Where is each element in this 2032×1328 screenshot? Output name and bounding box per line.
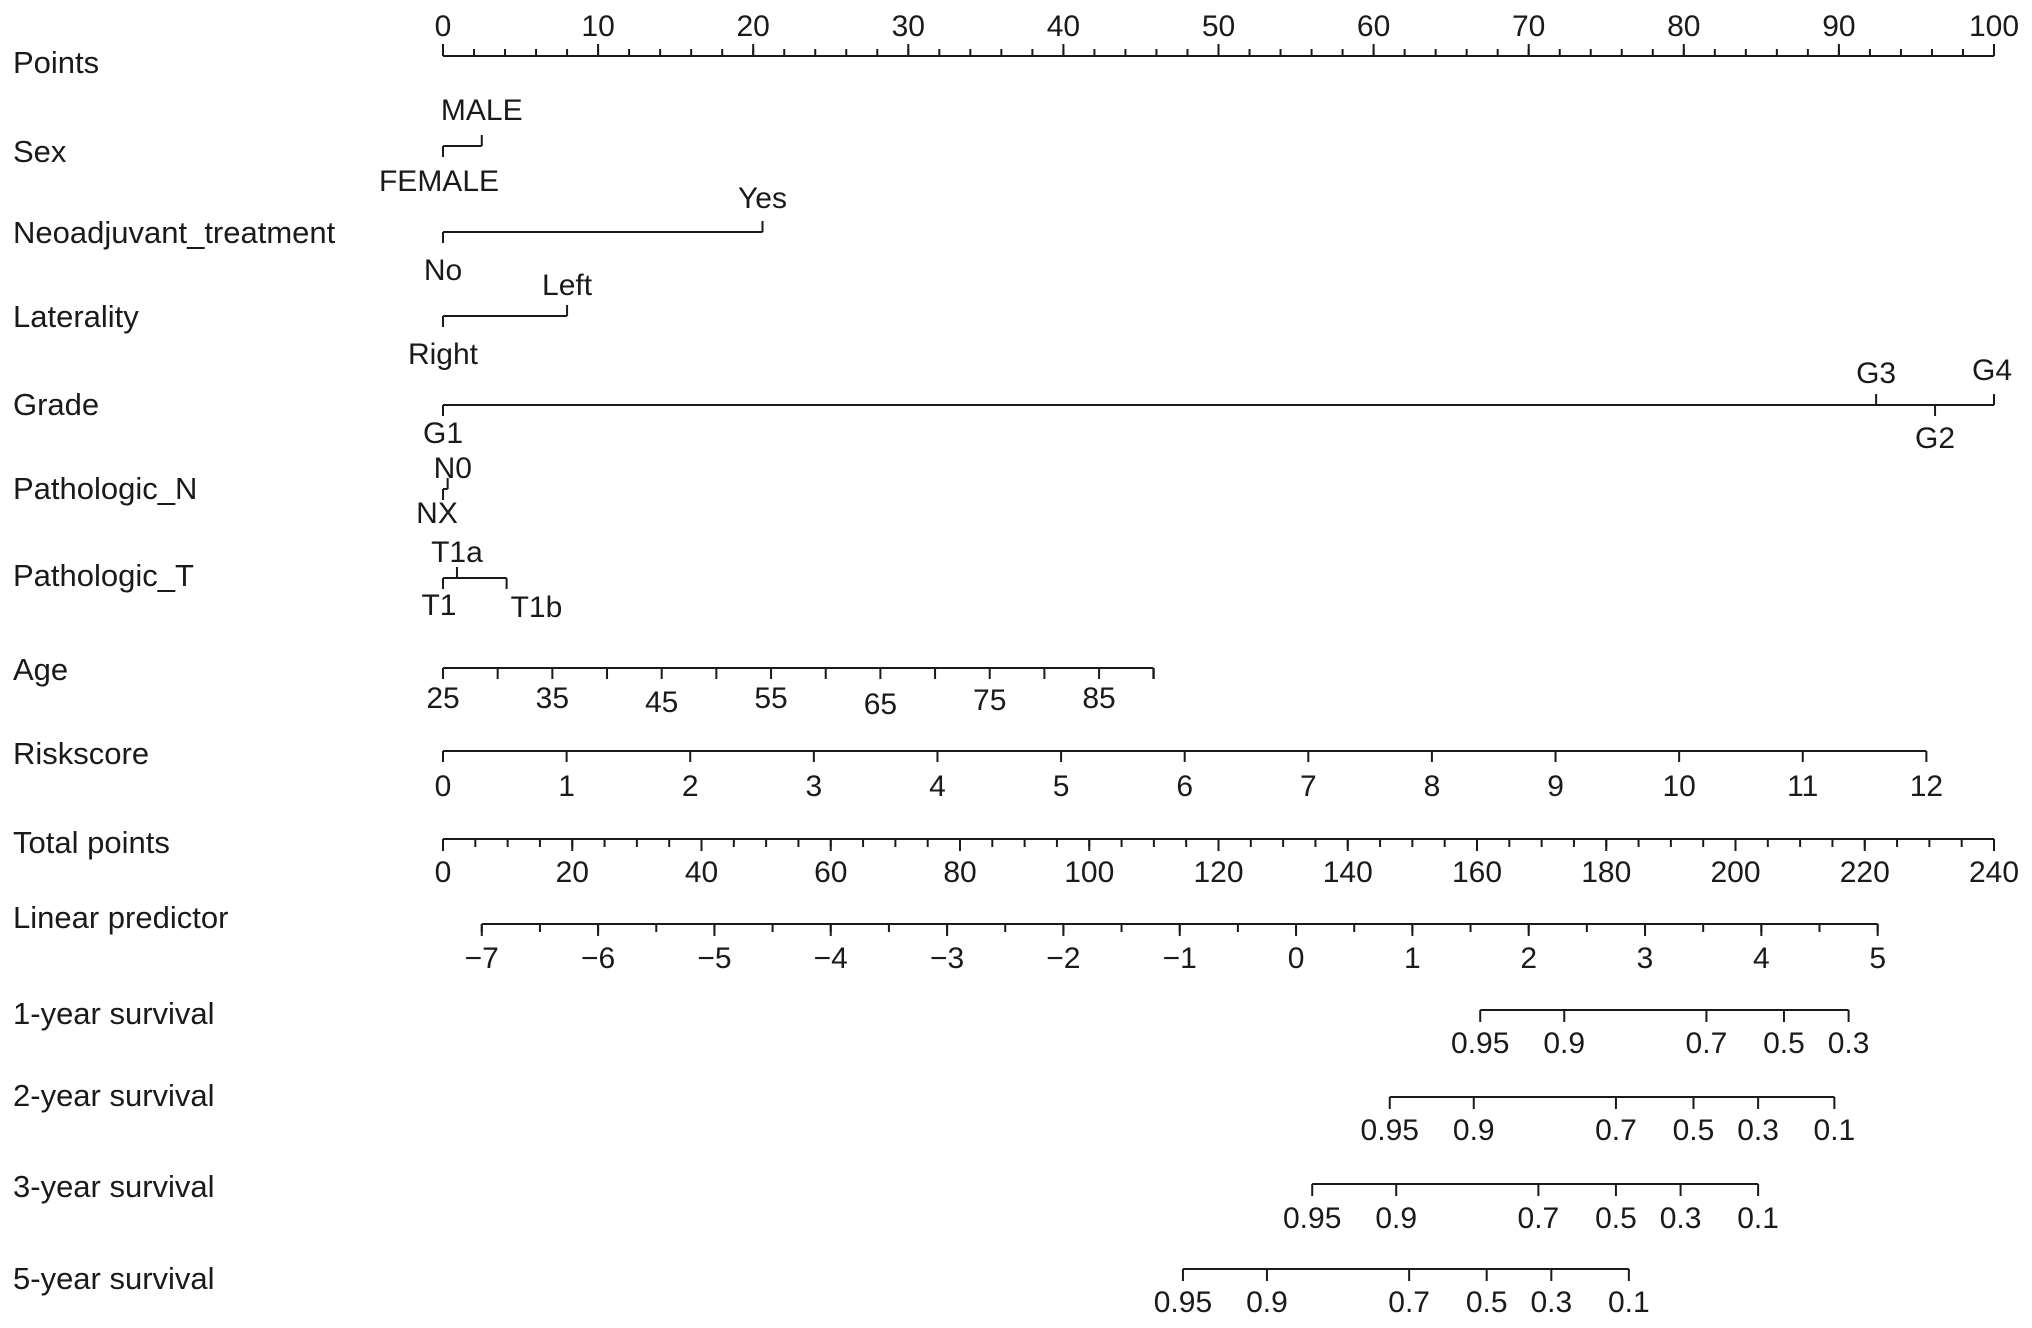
pathologic-n-row — [13, 452, 472, 530]
pathologic-t-row — [13, 536, 562, 624]
tick-label: 50 — [1201, 10, 1236, 43]
tick-label: 0 — [434, 770, 452, 803]
pathologic-n-label: Pathologic_N — [13, 471, 198, 506]
tick-label: 90 — [1822, 10, 1856, 43]
tick-label: 60 — [1356, 10, 1391, 43]
tick-label: 20 — [555, 856, 589, 889]
sex-row — [13, 94, 523, 198]
tick-label: 0 — [1287, 942, 1305, 975]
tick-label: 12 — [1909, 770, 1944, 803]
1-year-survival-label: 1-year survival — [13, 996, 215, 1031]
tick-label: 0.9 — [1452, 1114, 1495, 1147]
tick-label: 200 — [1710, 856, 1761, 889]
tick-label: 25 — [426, 682, 460, 715]
linear-predictor-row — [13, 900, 1886, 975]
tick-label: 35 — [535, 682, 570, 715]
tick-label: G4 — [1971, 354, 2013, 387]
2-year-survival-row — [13, 1078, 1855, 1147]
tick-label: Yes — [738, 182, 787, 215]
tick-label: 85 — [1082, 682, 1116, 715]
tick-label: 0.5 — [1672, 1114, 1715, 1147]
laterality-row — [13, 269, 593, 371]
tick-label: −2 — [1046, 942, 1081, 975]
tick-label: 4 — [929, 770, 946, 803]
tick-label: 5 — [1052, 770, 1070, 803]
tick-label: −1 — [1162, 942, 1197, 975]
5-year-survival-row — [13, 1261, 1650, 1319]
1-year-survival-row — [13, 996, 1869, 1060]
tick-label: G2 — [1915, 422, 1956, 455]
grade-label: Grade — [13, 387, 100, 422]
tick-label: 0.7 — [1517, 1202, 1560, 1235]
tick-label: 70 — [1512, 10, 1546, 43]
3-year-survival-row — [13, 1169, 1779, 1235]
tick-label: 0.95 — [1283, 1202, 1342, 1235]
tick-label: 0 — [434, 856, 452, 889]
linear-predictor-label: Linear predictor — [13, 900, 229, 935]
tick-label: 0.9 — [1375, 1202, 1418, 1235]
tick-label: 0 — [434, 10, 452, 43]
tick-label: 0.1 — [1813, 1114, 1856, 1147]
tick-label: 3 — [805, 770, 823, 803]
tick-label: 180 — [1581, 856, 1632, 889]
tick-label: 0.1 — [1737, 1202, 1779, 1235]
tick-label: −5 — [697, 942, 732, 975]
tick-label: 0.95 — [1360, 1114, 1419, 1147]
tick-label: 1 — [558, 770, 575, 803]
tick-label: 75 — [973, 684, 1007, 717]
tick-label: 1 — [1404, 942, 1421, 975]
2-year-survival-label: 2-year survival — [13, 1078, 215, 1113]
tick-label: 10 — [1662, 770, 1696, 803]
grade-row — [13, 354, 2012, 455]
tick-label: 30 — [891, 10, 925, 43]
tick-label: 160 — [1451, 856, 1503, 889]
tick-label: 80 — [943, 856, 977, 889]
tick-label: T1a — [431, 536, 483, 569]
tick-label: 0.5 — [1595, 1202, 1637, 1235]
tick-label: 0.5 — [1763, 1027, 1805, 1060]
tick-label: 5 — [1869, 942, 1887, 975]
total-points-label: Total points — [13, 825, 170, 860]
tick-label: −4 — [813, 942, 848, 975]
tick-label: 0.3 — [1530, 1286, 1573, 1319]
tick-label: 0.7 — [1388, 1286, 1431, 1319]
points-row — [13, 10, 2019, 80]
sex-label: Sex — [13, 134, 67, 169]
tick-label: 4 — [1753, 942, 1770, 975]
tick-label: 0.3 — [1659, 1202, 1702, 1235]
tick-label: 20 — [736, 10, 770, 43]
tick-label: 220 — [1839, 856, 1890, 889]
tick-label: 0.9 — [1543, 1027, 1586, 1060]
tick-label: NX — [416, 497, 458, 530]
3-year-survival-label: 3-year survival — [13, 1169, 215, 1204]
tick-label: 45 — [645, 686, 679, 719]
tick-label: T1 — [421, 589, 457, 622]
tick-label: −3 — [929, 942, 965, 975]
5-year-survival-label: 5-year survival — [13, 1261, 215, 1296]
pathologic-t-label: Pathologic_T — [13, 558, 194, 593]
tick-label: G3 — [1856, 357, 1897, 390]
tick-label: FEMALE — [378, 165, 500, 198]
tick-label: Right — [407, 338, 479, 371]
tick-label: −7 — [464, 942, 499, 975]
tick-label: 10 — [581, 10, 615, 43]
tick-label: 11 — [1787, 770, 1819, 803]
tick-label: 9 — [1547, 770, 1564, 803]
tick-label: 100 — [1064, 856, 1115, 889]
tick-label: 2 — [1520, 942, 1538, 975]
laterality-label: Laterality — [13, 299, 139, 334]
tick-label: 120 — [1193, 856, 1244, 889]
tick-label: 0.1 — [1608, 1286, 1650, 1319]
tick-label: No — [423, 254, 463, 287]
tick-label: 0.95 — [1451, 1027, 1510, 1060]
tick-label: 100 — [1968, 10, 2020, 43]
tick-label: 0.7 — [1595, 1114, 1637, 1147]
tick-label: 55 — [754, 682, 788, 715]
tick-label: 0.3 — [1737, 1114, 1779, 1147]
tick-label: G1 — [422, 417, 464, 450]
tick-label: 8 — [1423, 770, 1441, 803]
tick-label: 0.95 — [1153, 1286, 1213, 1319]
age-label: Age — [13, 652, 69, 687]
tick-label: Left — [542, 269, 593, 302]
tick-label: N0 — [433, 452, 473, 485]
tick-label: 2 — [681, 770, 699, 803]
tick-label: 40 — [1046, 10, 1081, 43]
tick-label: 0.7 — [1685, 1027, 1728, 1060]
riskscore-row — [13, 736, 1943, 803]
tick-label: 0.3 — [1827, 1027, 1870, 1060]
tick-label: 6 — [1176, 770, 1194, 803]
tick-label: MALE — [440, 94, 523, 127]
total-points-row — [13, 825, 2019, 889]
tick-label: 240 — [1968, 856, 2020, 889]
tick-label: 80 — [1667, 10, 1701, 43]
riskscore-label: Riskscore — [13, 736, 150, 771]
tick-label: 40 — [684, 856, 719, 889]
tick-label: −6 — [580, 942, 616, 975]
points-label: Points — [13, 45, 100, 80]
tick-label: 140 — [1322, 856, 1373, 889]
tick-label: 60 — [814, 856, 848, 889]
tick-label: 0.5 — [1465, 1286, 1508, 1319]
tick-label: 3 — [1636, 942, 1654, 975]
tick-label: 65 — [863, 688, 898, 721]
tick-label: 0.9 — [1246, 1286, 1288, 1319]
tick-label: 7 — [1299, 770, 1317, 803]
age-row — [13, 652, 1154, 721]
tick-label: T1b — [510, 591, 563, 624]
neoadjuvant-treatment-label: Neoadjuvant_treatment — [13, 215, 336, 250]
